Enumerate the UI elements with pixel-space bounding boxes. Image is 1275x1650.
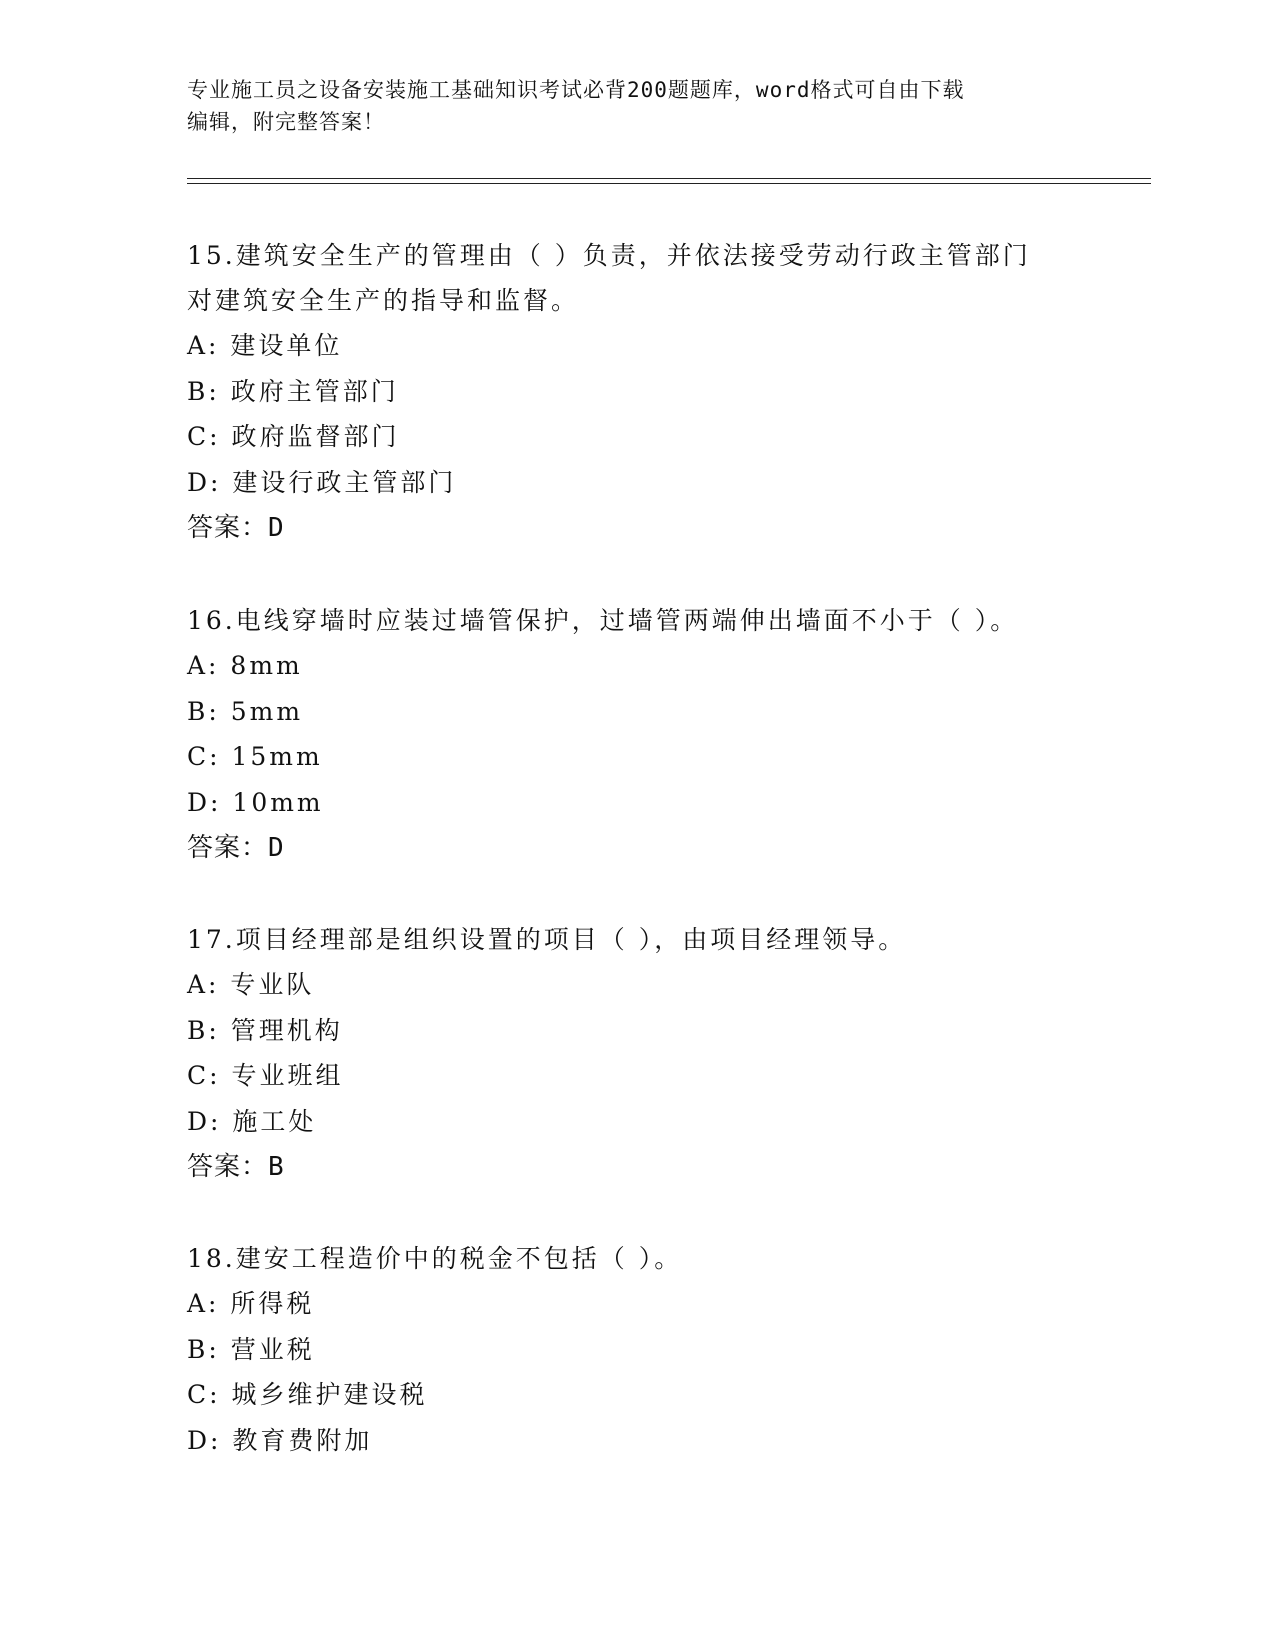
question-stem: 17.项目经理部是组织设置的项目（ ），由项目经理领导。 bbox=[187, 925, 907, 954]
option-b: B: 政府主管部门 bbox=[187, 376, 399, 406]
question-stem: 18.建安工程造价中的税金不包括（ ）。 bbox=[187, 1244, 683, 1273]
option-c: C: 政府监督部门 bbox=[187, 422, 400, 451]
answer: 答案：D bbox=[187, 513, 285, 543]
header-title-line-2: 编辑，附完整答案！ bbox=[187, 110, 385, 134]
option-d: D: 建设行政主管部门 bbox=[187, 467, 457, 497]
question-16 bbox=[187, 598, 1087, 871]
option-d: D: 施工处 bbox=[187, 1106, 317, 1136]
header-divider-top bbox=[187, 178, 1151, 179]
option-c: C: 专业班组 bbox=[187, 1061, 344, 1090]
option-a: A: 专业队 bbox=[187, 970, 315, 999]
option-a: A: 建设单位 bbox=[187, 331, 343, 360]
header-title-line-1: 专业施工员之设备安装施工基础知识考试必背200题题库，word格式可自由下载 bbox=[187, 78, 965, 102]
option-b: B: 管理机构 bbox=[187, 1015, 343, 1045]
document-header bbox=[187, 74, 1087, 138]
question-17 bbox=[187, 917, 1087, 1190]
option-c: C: 城乡维护建设税 bbox=[187, 1380, 428, 1409]
option-b: B: 营业税 bbox=[187, 1334, 315, 1364]
question-15 bbox=[187, 233, 1087, 551]
option-d: D: 10mm bbox=[187, 787, 324, 817]
question-stem: 16.电线穿墙时应装过墙管保护，过墙管两端伸出墙面不小于（ ）。 bbox=[187, 606, 1019, 635]
header-divider-bottom bbox=[187, 183, 1151, 184]
question-18 bbox=[187, 1236, 1087, 1463]
answer: 答案：B bbox=[187, 1152, 285, 1182]
question-stem: 15.建筑安全生产的管理由（ ）负责，并依法接受劳动行政主管部门 bbox=[187, 241, 1031, 270]
option-c: C: 15mm bbox=[187, 742, 323, 771]
question-stem-continued: 对建筑安全生产的指导和监督。 bbox=[187, 286, 580, 315]
answer: 答案：D bbox=[187, 833, 285, 863]
option-b: B: 5mm bbox=[187, 696, 304, 726]
option-a: A: 所得税 bbox=[187, 1289, 315, 1318]
option-d: D: 教育费附加 bbox=[187, 1425, 373, 1455]
option-a: A: 8mm bbox=[187, 651, 303, 680]
